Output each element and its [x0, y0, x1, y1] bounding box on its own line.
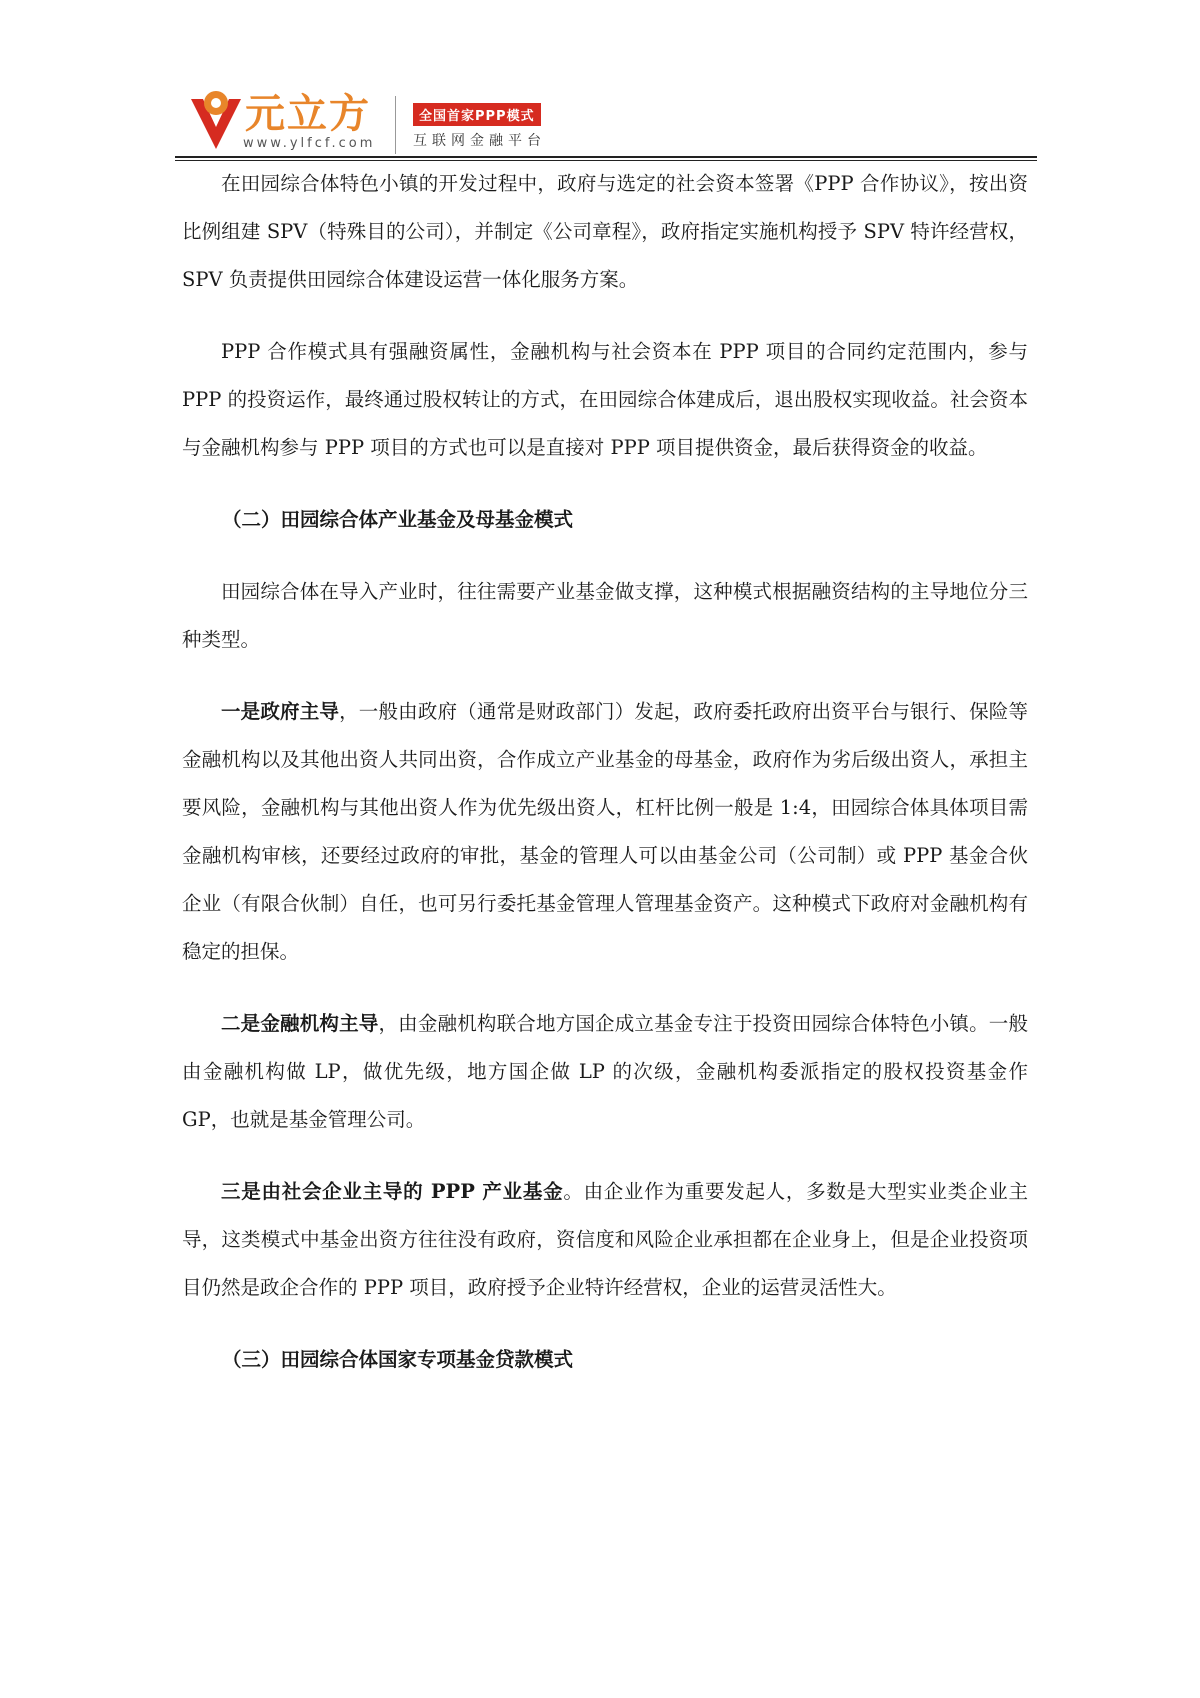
paragraph-fund-types: 田园综合体在导入产业时，往往需要产业基金做支撑，这种模式根据融资结构的主导地位分三种类型。: [182, 580, 1028, 651]
section-heading-special-fund: （三）田园综合体国家专项基金贷款模式: [222, 1348, 574, 1371]
logo-url: www.ylfcf.com: [243, 136, 376, 151]
text-government-led: ，一般由政府（通常是财政部门）发起，政府委托政府出资平台与银行、保险等金融机构以及其他出资人共同出资，合作成立产业基金的母基金，政府作为劣后级出资人，承担主要风险，金融机构与其他出资人作为优先级出资人，杠杆比例一般是 1:4，田园综合体具体项目需金融机构审核，还要经过政府的审批，基金的管理人可以由基金公司（公司制）或 PPP 基金合伙企业（有限合伙制）自任，也可另行委托基金管理人管理基金资产。这种模式下政府对金融机构有稳定的担保。: [182, 700, 1028, 963]
header-rule: [175, 156, 1037, 158]
lead-financial-led: 二是金融机构主导: [221, 1012, 379, 1035]
text-enterprise-led: 。由企业作为重要发起人，多数是大型实业类企业主导，这类模式中基金出资方往往没有政府，资信度和风险企业承担都在企业身上，但是企业投资项目仍然是政企合作的 PPP 项目，政府授予企业特许经营权，企业的运营灵活性大。: [182, 1180, 1028, 1299]
page-header: [175, 80, 1035, 160]
document-body: [182, 160, 1028, 1384]
logo-icon: [183, 85, 249, 157]
header-tagline: 互联网金融平台: [413, 133, 546, 149]
logo-text: 元立方: [245, 91, 371, 137]
header-divider: [395, 96, 396, 154]
paragraph-financial-led: [182, 1000, 1028, 1144]
text-financial-led: ，由金融机构联合地方国企成立基金专注于投资田园综合体特色小镇。一般由金融机构做 LP，做优先级，地方国企做 LP 的次级，金融机构委派指定的股权投资基金作 GP，也就是基金管理公司。: [182, 1012, 1028, 1131]
paragraph-government-led: [182, 688, 1028, 976]
paragraph-ppp-financing: PPP 合作模式具有强融资属性，金融机构与社会资本在 PPP 项目的合同约定范围内，参与 PPP 的投资运作，最终通过股权转让的方式，在田园综合体建成后，退出股权实现收益。社会资本与金融机构参与 PPP 项目的方式也可以是直接对 PPP 项目提供资金，最后获得资金的收益。: [182, 340, 1028, 459]
lead-enterprise-led: 三是由社会企业主导的 PPP 产业基金: [221, 1180, 564, 1203]
lead-government-led: 一是政府主导: [221, 700, 340, 723]
paragraph-enterprise-led: [182, 1168, 1028, 1312]
paragraph-spv: 在田园综合体特色小镇的开发过程中，政府与选定的社会资本签署《PPP 合作协议》，按出资比例组建 SPV（特殊目的公司），并制定《公司章程》，政府指定实施机构授予 SPV 特许经营权，SPV 负责提供田园综合体建设运营一体化服务方案。: [182, 172, 1028, 291]
header-badge: 全国首家PPP模式: [413, 103, 541, 126]
section-heading-industry-fund: （二）田园综合体产业基金及母基金模式: [222, 508, 574, 531]
